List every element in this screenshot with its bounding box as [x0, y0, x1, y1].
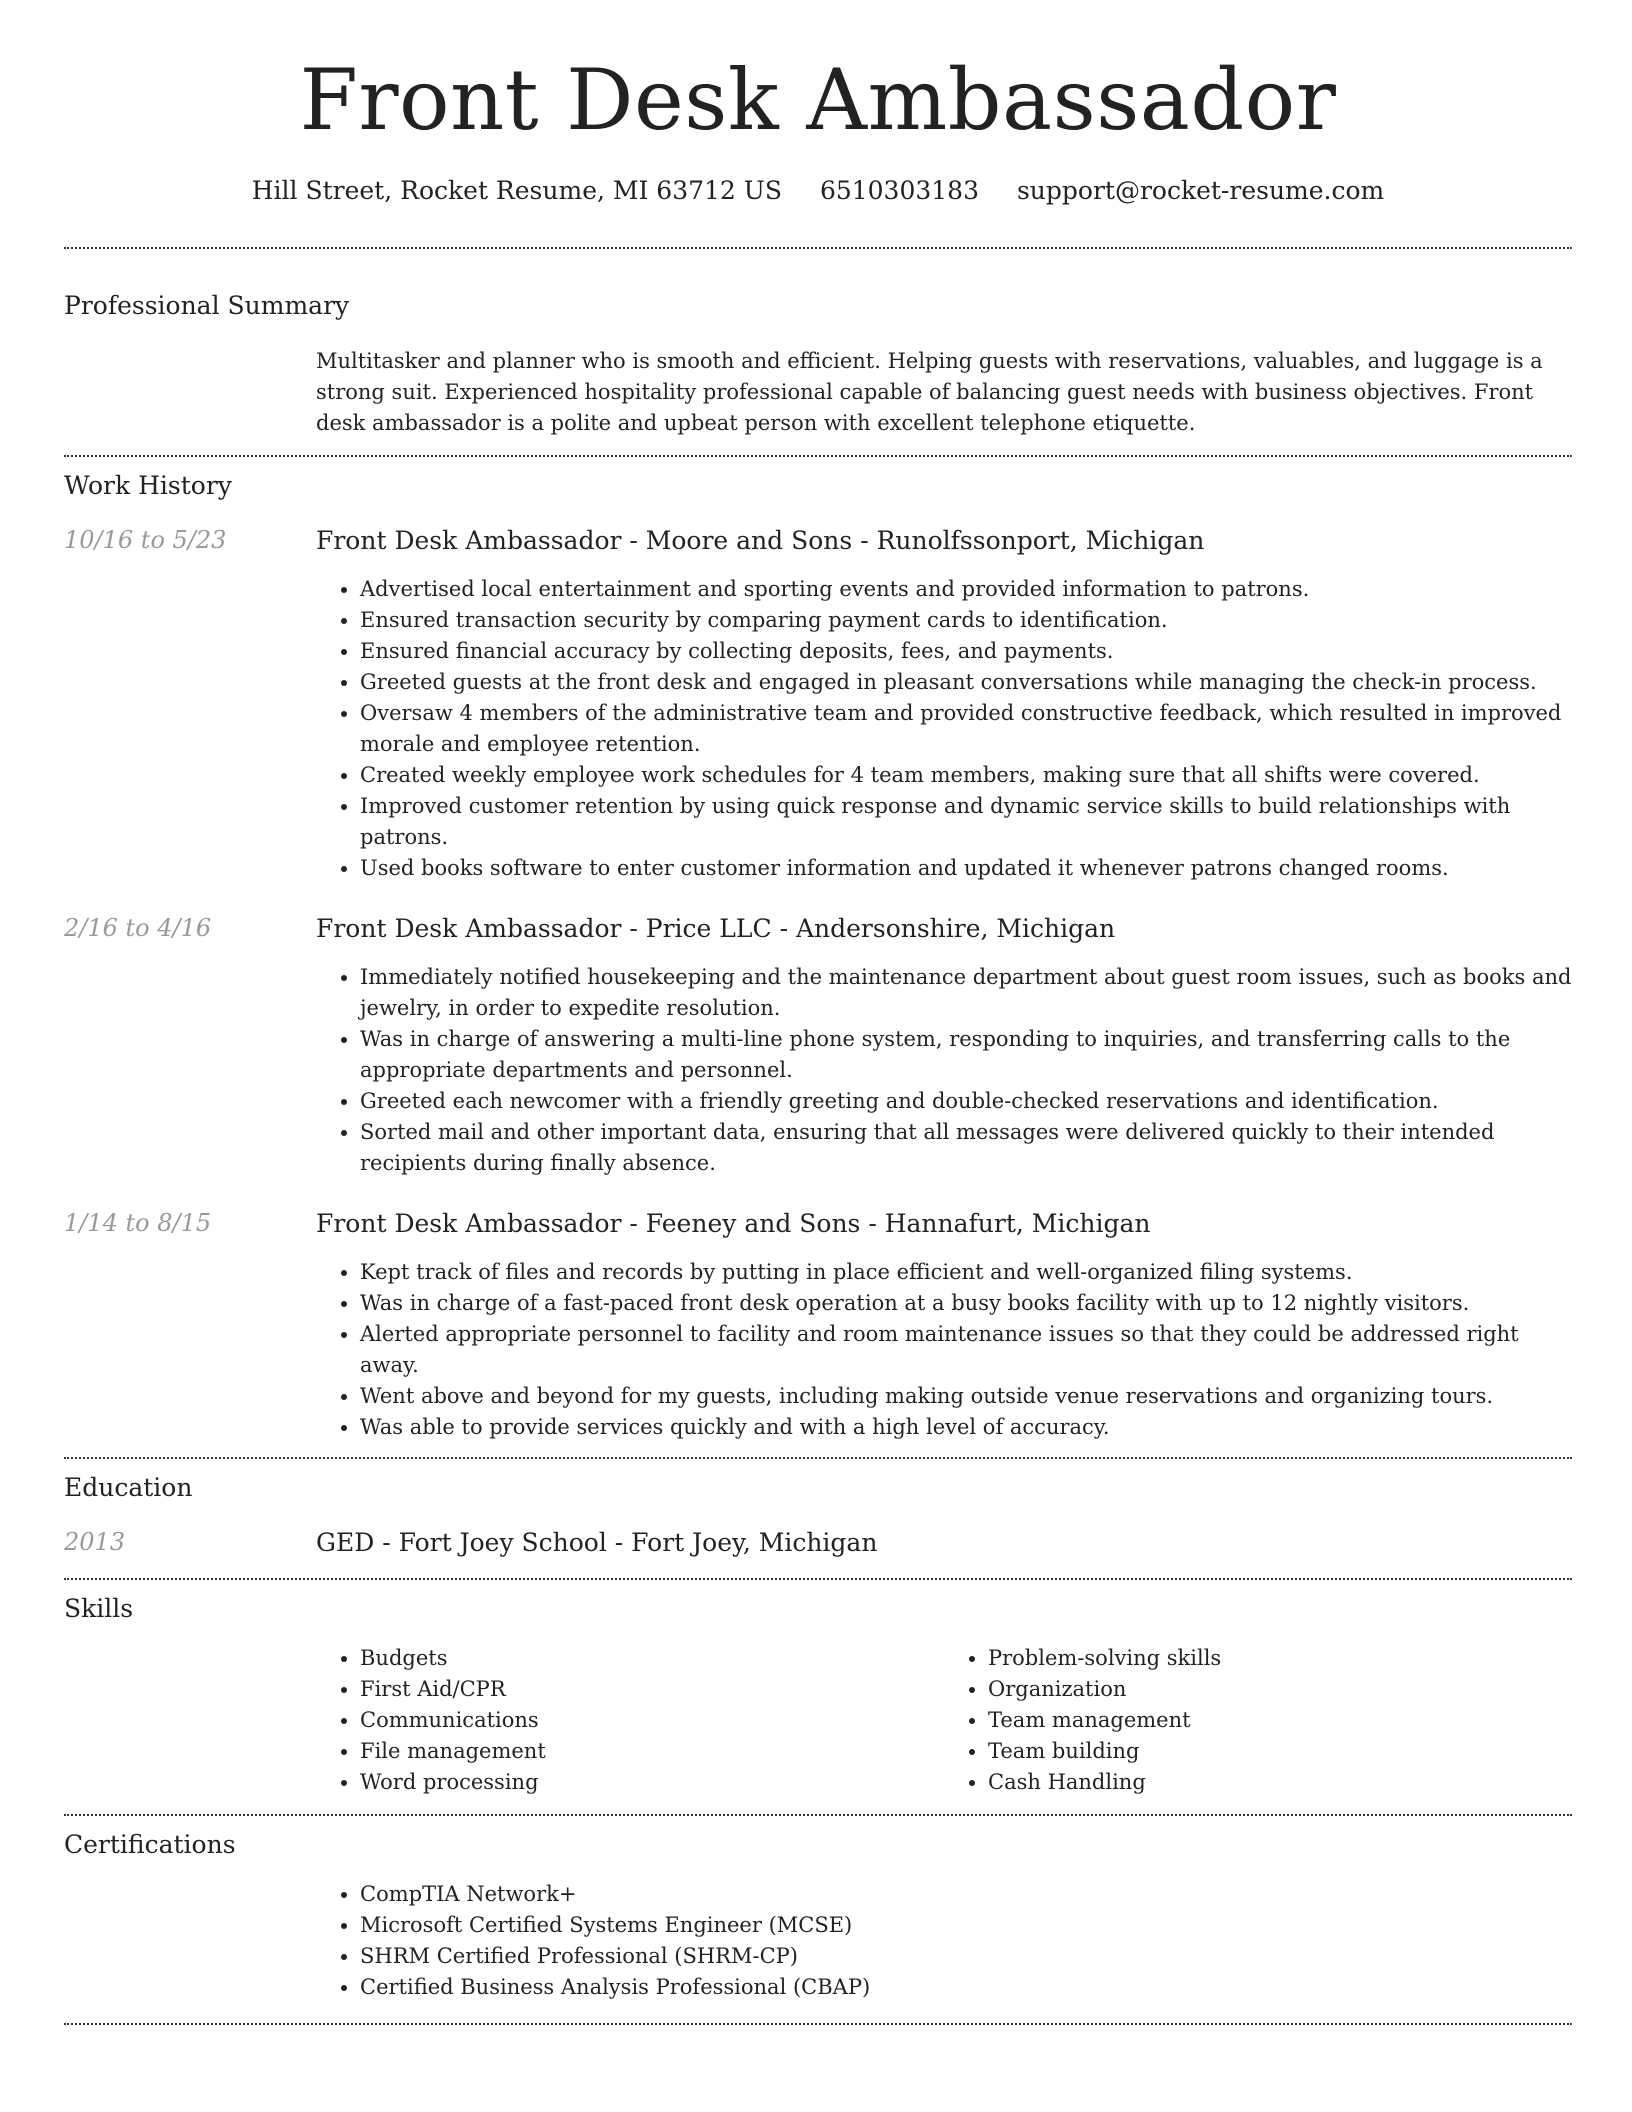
contact-phone: 6510303183 — [819, 176, 979, 205]
summary-section-title: Professional Summary — [64, 291, 350, 320]
list-item: • Improved customer retention by using quick response and dynamic service skills to build relationships with patrons. — [360, 791, 1572, 853]
summary-text: Multitasker and planner who is smooth and efficient. Helping guests with reservations, valuables, and luggage is a strong suit. Experienced hospitality professional capable of balancing guest needs with business objectives. Front desk ambassador is a polite and upbeat person with excellent telephone etiquette. — [316, 349, 1543, 435]
job-entry — [64, 914, 1572, 1179]
list-item: • SHRM Certified Professional (SHRM-CP) — [360, 1941, 1572, 1972]
list-item: • Problem-solving skills — [988, 1643, 1572, 1674]
section-divider — [64, 1457, 1572, 1459]
list-item: • CompTIA Network+ — [360, 1879, 1572, 1910]
list-item: • Ensured financial accuracy by collecting deposits, fees, and payments. — [360, 636, 1572, 667]
list-item: • Immediately notified housekeeping and the maintenance department about guest room issues, such as books and jewelry, in order to expedite resolution. — [360, 962, 1572, 1024]
list-item: • Budgets — [360, 1643, 944, 1674]
certifications-block — [316, 1879, 1572, 2003]
list-item: • Word processing — [360, 1767, 944, 1798]
job-dates: 2/16 to 4/16 — [64, 914, 212, 942]
list-item: • Advertised local entertainment and sporting events and provided information to patrons. — [360, 574, 1572, 605]
list-item: • Certified Business Analysis Professional (CBAP) — [360, 1972, 1572, 2003]
list-item: • Team management — [988, 1705, 1572, 1736]
list-item: • Organization — [988, 1674, 1572, 1705]
list-item: • File management — [360, 1736, 944, 1767]
section-divider — [64, 2023, 1572, 2025]
job-heading: Front Desk Ambassador - Price LLC - Andersonshire, Michigan — [316, 914, 1116, 943]
list-item: • Was in charge of answering a multi-line phone system, responding to inquiries, and transferring calls to the appropriate departments and personnel. — [360, 1024, 1572, 1086]
candidate-name: Front Desk Ambassador — [299, 51, 1337, 149]
list-item: • Used books software to enter customer information and updated it whenever patrons changed rooms. — [360, 853, 1572, 884]
job-bullets — [316, 1257, 1572, 1443]
list-item: • First Aid/CPR — [360, 1674, 944, 1705]
job-heading: Front Desk Ambassador - Feeney and Sons - Hannafurt, Michigan — [316, 1209, 1151, 1238]
list-item: • Was in charge of a fast-paced front desk operation at a busy books facility with up to 12 nightly visitors. — [360, 1288, 1572, 1319]
section-divider — [64, 1814, 1572, 1816]
job-dates: 1/14 to 8/15 — [64, 1209, 212, 1237]
job-bullets — [316, 574, 1572, 884]
certifications-section-title: Certifications — [64, 1830, 236, 1859]
list-item: • Created weekly employee work schedules for 4 team members, making sure that all shifts were covered. — [360, 760, 1572, 791]
contact-address: Hill Street, Rocket Resume, MI 63712 US — [251, 176, 782, 205]
section-divider — [64, 1578, 1572, 1580]
list-item: • Went above and beyond for my guests, including making outside venue reservations and organizing tours. — [360, 1381, 1572, 1412]
skills-section-title: Skills — [64, 1594, 134, 1623]
work-section-title: Work History — [64, 471, 232, 500]
list-item: • Greeted each newcomer with a friendly greeting and double-checked reservations and identification. — [360, 1086, 1572, 1117]
list-item: • Cash Handling — [988, 1767, 1572, 1798]
job-heading: Front Desk Ambassador - Moore and Sons - Runolfssonport, Michigan — [316, 526, 1205, 555]
resume-page — [64, 0, 1572, 2025]
list-item: • Communications — [360, 1705, 944, 1736]
skills-list-right — [944, 1643, 1572, 1798]
skills-columns — [316, 1643, 1572, 1798]
education-section-title: Education — [64, 1473, 193, 1502]
list-item: • Team building — [988, 1736, 1572, 1767]
skills-list-left — [316, 1643, 944, 1798]
list-item: • Alerted appropriate personnel to facility and room maintenance issues so that they could be addressed right away. — [360, 1319, 1572, 1381]
contact-email: support@rocket-resume.com — [1016, 176, 1385, 205]
job-bullets — [316, 962, 1572, 1179]
education-entry — [64, 1528, 1572, 1558]
certifications-list — [316, 1879, 1572, 2003]
job-entry — [64, 1209, 1572, 1443]
list-item: • Sorted mail and other important data, ensuring that all messages were delivered quickly to their intended recipients during finally absence. — [360, 1117, 1572, 1179]
list-item: • Greeted guests at the front desk and engaged in pleasant conversations while managing the check-in process. — [360, 667, 1572, 698]
list-item: • Oversaw 4 members of the administrative team and provided constructive feedback, which resulted in improved morale and employee retention. — [360, 698, 1572, 760]
contact-line — [64, 176, 1572, 205]
section-divider — [64, 247, 1572, 249]
list-item: • Was able to provide services quickly and with a high level of accuracy. — [360, 1412, 1572, 1443]
education-heading: GED - Fort Joey School - Fort Joey, Michigan — [316, 1528, 878, 1557]
list-item: • Kept track of files and records by putting in place efficient and well-organized filing systems. — [360, 1257, 1572, 1288]
education-dates: 2013 — [64, 1528, 126, 1556]
section-divider — [64, 455, 1572, 457]
list-item: • Microsoft Certified Systems Engineer (MCSE) — [360, 1910, 1572, 1941]
list-item: • Ensured transaction security by comparing payment cards to identification. — [360, 605, 1572, 636]
job-entry — [64, 526, 1572, 884]
job-dates: 10/16 to 5/23 — [64, 526, 227, 554]
